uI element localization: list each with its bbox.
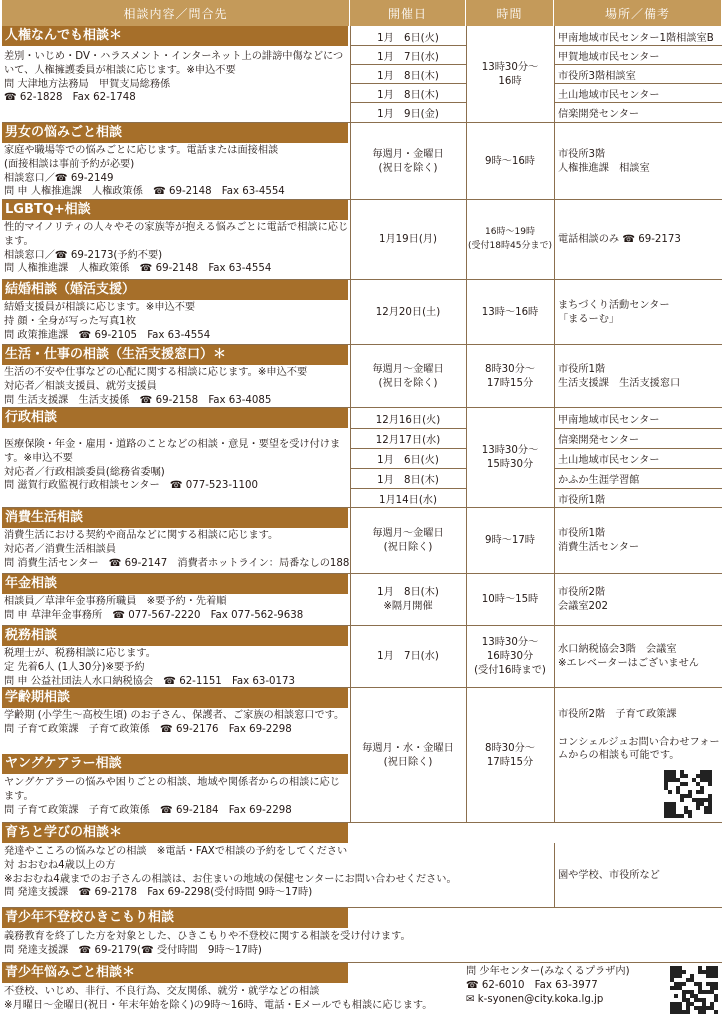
section-title: 男女の悩みごと相談 bbox=[2, 123, 348, 143]
section-title: 学齢期相談 bbox=[2, 688, 348, 708]
section-title: 行政相談 bbox=[2, 408, 348, 428]
section-life-work bbox=[2, 345, 722, 408]
date-cell: 1月19日(月) bbox=[379, 234, 437, 246]
date-row: 1月14日(水) bbox=[379, 494, 437, 506]
section-title: 青少年悩みごと相談＊ bbox=[2, 963, 348, 983]
place-row: 甲賀地域市民センター bbox=[558, 51, 660, 63]
time-cell: 13時30分～ 16時 bbox=[481, 61, 539, 87]
section-marriage bbox=[2, 280, 722, 345]
section-body: 義務教育を終了した方を対象とした、ひきこもりや不登校に関する相談を受け付けます。 問 発達支援課 ☎ 69-2179(☎ 受付時間 9時～17時) bbox=[4, 931, 411, 956]
section-title: 青少年不登校ひきこもり相談 bbox=[2, 908, 348, 928]
place-row: 信楽開発センター bbox=[558, 434, 640, 446]
qr-code-icon[interactable] bbox=[664, 770, 712, 818]
place-cell: 水口納税協会3階 会議室 ※エレベーターはございません bbox=[558, 644, 699, 669]
place-cell: 市役所2階 会議室202 bbox=[558, 587, 609, 612]
date-row: 1月 9日(金) bbox=[377, 108, 439, 120]
header-col-content: 相談内容／問合先 bbox=[2, 0, 350, 26]
time-cell: 8時30分～ 17時15分 bbox=[484, 742, 535, 768]
time-cell: 13時30分～ 16時30分 (受付16時まで) bbox=[474, 637, 546, 676]
date-row: 1月 6日(火) bbox=[377, 32, 439, 44]
section-title: 育ちと学びの相談＊ bbox=[2, 823, 348, 843]
section-body: 学齢期 (小学生～高校生頃) のお子さん、保護者、ご家族の相談窓口です。 問 子育て政策課 子育て政策係 ☎ 69-2176 Fax 69-2298 bbox=[4, 710, 345, 735]
section-title: 年金相談 bbox=[2, 574, 348, 594]
consultation-schedule-table bbox=[2, 0, 722, 1020]
date-row: 12月16日(火) bbox=[375, 414, 441, 426]
section-title: ヤングケアラー相談 bbox=[2, 754, 348, 774]
section-body: 消費生活における契約や商品などに関する相談に応じます。 対応者／消費生活相談員 問 消費生活センター ☎ 69-2147 消費者ホットライン：局番なしの188 bbox=[4, 530, 350, 569]
place-cell: 市役所2階 子育て政策課 コンシェルジュお問い合わせフォームからの相談も可能です。 bbox=[558, 709, 720, 762]
time-cell: 10時～15時 bbox=[481, 594, 539, 606]
date-cell: 12月20日(土) bbox=[375, 306, 441, 318]
date-cell: 1月 7日(水) bbox=[377, 651, 439, 663]
section-growth-learning bbox=[2, 823, 722, 908]
section-title: 人権なんでも相談＊ bbox=[2, 26, 348, 46]
section-title: 結婚相談（婚活支援） bbox=[2, 280, 348, 300]
qr-code-icon[interactable] bbox=[670, 966, 718, 1014]
place-row: 甲南地域市民センター1階相談室B bbox=[558, 32, 714, 44]
place-row: 市役所3階相談室 bbox=[558, 70, 636, 82]
place-row: 信楽開発センター bbox=[558, 108, 640, 120]
date-cell: 毎週月～金曜日 (祝日を除く) bbox=[372, 363, 444, 389]
time-cell: 9時～17時 bbox=[484, 535, 535, 547]
section-pension bbox=[2, 574, 722, 626]
section-body: 医療保険・年金・雇用・道路のことなどの相談・意見・要望を受け付けます。※申込不要 対応者／行政相談委員(総務省委嘱) 問 滋賀行政監視行政相談センター ☎ 077-523-1100 bbox=[4, 439, 341, 492]
place-row: かふか生涯学習館 bbox=[558, 474, 640, 486]
section-administrative bbox=[2, 408, 722, 508]
header-col-time: 時間 bbox=[466, 0, 554, 26]
place-row: 市役所1階 bbox=[558, 494, 606, 506]
section-gender-troubles bbox=[2, 123, 722, 200]
place-cell: 園や学校、市役所など bbox=[558, 869, 660, 881]
section-school-age-young-carer bbox=[2, 688, 722, 823]
section-tax bbox=[2, 626, 722, 688]
header-col-date: 開催日 bbox=[350, 0, 466, 26]
date-cell: 毎週月・水・金曜日 (祝日除く) bbox=[362, 742, 454, 768]
place-cell: 市役所1階 消費生活センター bbox=[558, 528, 640, 553]
section-body: ヤングケアラーの悩みや困りごとの相談、地域や関係者からの相談に応じます。 問 子育て政策課 子育て政策係 ☎ 69-2184 Fax 69-2298 bbox=[4, 777, 340, 816]
date-row: 1月 8日(木) bbox=[377, 89, 439, 101]
place-row: 甲南地域市民センター bbox=[558, 414, 660, 426]
date-cell: 毎週月～金曜日 (祝日除く) bbox=[372, 528, 444, 553]
section-youth-worries bbox=[2, 963, 722, 1020]
section-title: LGBTQ+相談 bbox=[2, 200, 348, 220]
section-body: 生活の不安や仕事などの心配に関する相談に応じます。※申込不要 対応者／相談支援員、就労支援員 問 生活支援課 生活支援係 ☎ 69-2158 Fax 63-4085 bbox=[4, 367, 308, 406]
place-cell: 電話相談のみ ☎ 69-2173 bbox=[558, 234, 681, 246]
date-row: 1月 8日(木) bbox=[377, 70, 439, 82]
place-cell: 市役所1階 生活支援課 生活支援窓口 bbox=[558, 363, 681, 389]
date-row: 12月17日(水) bbox=[375, 434, 441, 446]
section-title: 生活・仕事の相談（生活支援窓口）＊ bbox=[2, 345, 348, 365]
date-row: 1月 7日(水) bbox=[377, 51, 439, 63]
date-row: 1月 6日(火) bbox=[377, 454, 439, 466]
date-cell: 毎週月・金曜日 (祝日を除く) bbox=[372, 148, 444, 174]
time-cell: 9時～16時 bbox=[484, 155, 535, 167]
date-row: 1月 8日(木) bbox=[377, 474, 439, 486]
section-body: 性的マイノリティの人々やその家族等が抱える悩みごとに電話で相談に応じます。 相談窓口／☎ 69-2173(予約不要) 問 人権推進課 人権政策係 ☎ 69-2148 Fax 63-4554 bbox=[4, 222, 349, 275]
section-body: 税理士が、税務相談に応じます。 定 先着6人 (1人30分)※要予約 問 申 公益社団法人水口納税協会 ☎ 62-1151 Fax 63-0173 bbox=[4, 648, 295, 687]
section-body: 家庭や職場等での悩みごとに応じます。電話または面接相談 (面接相談は事前予約が必要) 相談窓口／☎ 69-2149 問 申 人権推進課 人権政策係 ☎ 69-2148 Fax 63-4554 bbox=[4, 145, 285, 198]
place-row: 土山地域市民センター bbox=[558, 454, 660, 466]
place-cell: 市役所3階 人権推進課 相談室 bbox=[558, 148, 650, 174]
section-body: 不登校、いじめ、非行、不良行為、交友関係、就労・就学などの相談 ※月曜日～金曜日(祝日・年末年始を除く)の9時～16時、電話・Eメールでも相談に応じます。 bbox=[4, 986, 433, 1011]
place-row: 土山地域市民センター bbox=[558, 89, 660, 101]
section-body: 相談員／草津年金事務所職員 ※要予約・先着順 問 申 草津年金事務所 ☎ 077-567-2220 Fax 077-562-9638 bbox=[4, 596, 304, 621]
time-cell: 13時30分～ 15時30分 bbox=[481, 445, 539, 470]
time-cell: 8時30分～ 17時15分 bbox=[484, 363, 535, 389]
section-body: 結婚支援員が相談に応じます。※申込不要 持 顔・全身が写った写真1枚 問 政策推進課 ☎ 69-2105 Fax 63-4554 bbox=[4, 302, 211, 341]
time-cell: 16時～19時 (受付18時45分まで) bbox=[468, 227, 552, 251]
date-cell: 1月 8日(木) ※隔月開催 bbox=[377, 587, 439, 612]
section-body: 発達やこころの悩みなどの相談 ※電話・FAXで相談の予約をしてください 対 おおむね4歳以上の方 ※おおむね4歳までのお子さんの相談は、お住まいの地域の保健センターにお問い合わせください。 問 発達支援課 ☎ 69-2178 Fax 69-2298(受付時間 9時～17時) bbox=[4, 846, 457, 899]
place-cell: まちづくり活動センター 「まるーむ」 bbox=[558, 299, 670, 325]
section-title: 税務相談 bbox=[2, 626, 348, 646]
time-cell: 13時～16時 bbox=[481, 306, 539, 318]
header-col-place: 場所／備考 bbox=[554, 0, 722, 26]
section-human-rights bbox=[2, 26, 722, 123]
contact-block: 問 少年センター(みなくるプラザ内) ☎ 62-6010 Fax 63-3977 ✉ k-syonen@city.koka.lg.jp bbox=[466, 966, 630, 1005]
section-consumer bbox=[2, 508, 722, 574]
section-title: 消費生活相談 bbox=[2, 508, 348, 528]
section-youth-withdrawal bbox=[2, 908, 722, 963]
section-body: 差別・いじめ・DV・ハラスメント・インターネット上の誹謗中傷などについて、人権擁護委員が相談に応じます。※申込不要 問 大津地方法務局 甲賀支局総務係 ☎ 62-1828 Fax 62-1748 bbox=[4, 51, 344, 104]
section-lgbtq bbox=[2, 200, 722, 280]
